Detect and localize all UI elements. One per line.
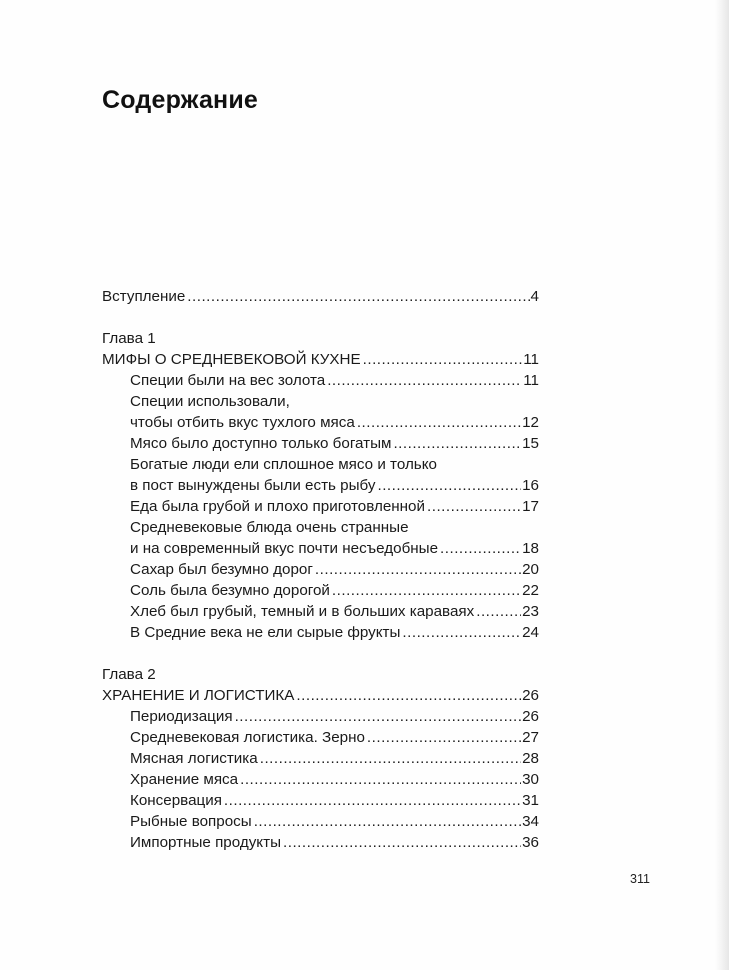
toc-entry-intro[interactable]: [102, 286, 539, 307]
toc-entry-label: Соль была безумно дорогой: [130, 582, 330, 599]
toc-entry[interactable]: [102, 580, 539, 601]
dot-leader: [332, 580, 521, 601]
toc-entry[interactable]: [102, 769, 539, 790]
dot-leader: [315, 559, 521, 580]
chapter-2-heading: Глава 2: [102, 666, 156, 683]
dot-leader: [357, 412, 521, 433]
toc-entry-page: 17: [522, 498, 539, 515]
toc-entry[interactable]: [102, 748, 539, 769]
dot-leader: [440, 538, 521, 559]
toc-entry-page: 11: [523, 351, 539, 368]
toc-entry-page: 4: [530, 288, 539, 305]
toc-entry-label: Хранение мяса: [130, 771, 239, 788]
dot-leader: [363, 349, 523, 370]
dot-leader: [187, 286, 529, 307]
dot-leader: [254, 811, 521, 832]
toc-entry-label: В Средние века не ели сырые фрукты: [130, 624, 401, 641]
toc-entry-page: 27: [522, 729, 539, 746]
toc-entry-page: 30: [522, 771, 539, 788]
toc-entry[interactable]: [102, 412, 539, 433]
toc-entry-page: 18: [522, 540, 539, 557]
dot-leader: [240, 769, 521, 790]
toc-entry[interactable]: [102, 727, 539, 748]
dot-leader: [224, 790, 521, 811]
toc-entry-label: Периодизация: [130, 708, 233, 725]
toc-entry-label: Консервация: [130, 792, 222, 809]
toc-entry-page: 28: [522, 750, 539, 767]
toc-entry-page: 26: [522, 708, 539, 725]
toc-entry-page: 36: [522, 834, 539, 851]
page-title: Содержание: [102, 86, 259, 114]
toc-chapter-1-title[interactable]: [102, 349, 539, 370]
toc-entry[interactable]: [102, 811, 539, 832]
toc-entry-label: Импортные продукты: [130, 834, 281, 851]
toc-entry[interactable]: [102, 496, 539, 517]
dot-leader: [377, 475, 521, 496]
toc-entry-page: 34: [522, 813, 539, 830]
toc-entry-label: ХРАНЕНИЕ И ЛОГИСТИКА: [102, 687, 295, 704]
toc-entry-page: 12: [522, 414, 539, 431]
toc-entry-label: Мясная логистика: [130, 750, 258, 767]
toc-entry-label: Специи были на вес золота: [130, 372, 326, 389]
toc-entry-label: Хлеб был грубый, темный и в больших караваях: [130, 603, 475, 620]
toc-entry-page: 20: [522, 561, 539, 578]
page-edge-shadow: [715, 0, 729, 970]
page-number: 311: [630, 872, 650, 886]
toc-entry-page: 16: [522, 477, 539, 494]
toc-entry[interactable]: [102, 433, 539, 454]
toc-entry[interactable]: [102, 538, 539, 559]
toc-entry-label: Вступление: [102, 288, 186, 305]
dot-leader: [283, 832, 521, 853]
toc-entry-label: и на современный вкус почти несъедобные: [130, 540, 439, 557]
dot-leader: [476, 601, 521, 622]
toc-entry-label: Рыбные вопросы: [130, 813, 252, 830]
toc-entry-page: 31: [522, 792, 539, 809]
toc-entry-page: 24: [522, 624, 539, 641]
dot-leader: [402, 622, 521, 643]
dot-leader: [327, 370, 522, 391]
toc-entry-first-line[interactable]: Средневековые блюда очень странные: [130, 519, 409, 536]
dot-leader: [393, 433, 521, 454]
toc-entry[interactable]: [102, 706, 539, 727]
toc-entry[interactable]: [102, 559, 539, 580]
dot-leader: [367, 727, 521, 748]
toc-entry[interactable]: [102, 832, 539, 853]
dot-leader: [260, 748, 521, 769]
dot-leader: [427, 496, 521, 517]
chapter-1-heading: Глава 1: [102, 330, 156, 347]
toc-chapter-2-title[interactable]: [102, 685, 539, 706]
toc-entry[interactable]: [102, 601, 539, 622]
toc-entry[interactable]: [102, 370, 539, 391]
toc-entry[interactable]: [102, 790, 539, 811]
toc-entry[interactable]: [102, 475, 539, 496]
dot-leader: [235, 706, 522, 727]
toc-entry[interactable]: [102, 622, 539, 643]
toc-entry-label: Сахар был безумно дорог: [130, 561, 313, 578]
toc-entry-first-line[interactable]: Специи использовали,: [130, 393, 290, 410]
toc-entry-label: чтобы отбить вкус тухлого мяса: [130, 414, 355, 431]
toc-entry-first-line[interactable]: Богатые люди ели сплошное мясо и только: [130, 456, 437, 473]
dot-leader: [296, 685, 521, 706]
toc-entry-label: МИФЫ О СРЕДНЕВЕКОВОЙ КУХНЕ: [102, 351, 361, 368]
toc-entry-label: Мясо было доступно только богатым: [130, 435, 392, 452]
table-of-contents: [102, 286, 539, 853]
toc-entry-label: Еда была грубой и плохо приготовленной: [130, 498, 425, 515]
toc-entry-page: 11: [523, 372, 539, 389]
toc-entry-page: 23: [522, 603, 539, 620]
toc-entry-label: в пост вынуждены были есть рыбу: [130, 477, 376, 494]
toc-entry-label: Средневековая логистика. Зерно: [130, 729, 365, 746]
toc-entry-page: 15: [522, 435, 539, 452]
toc-entry-page: 22: [522, 582, 539, 599]
toc-entry-page: 26: [522, 687, 539, 704]
